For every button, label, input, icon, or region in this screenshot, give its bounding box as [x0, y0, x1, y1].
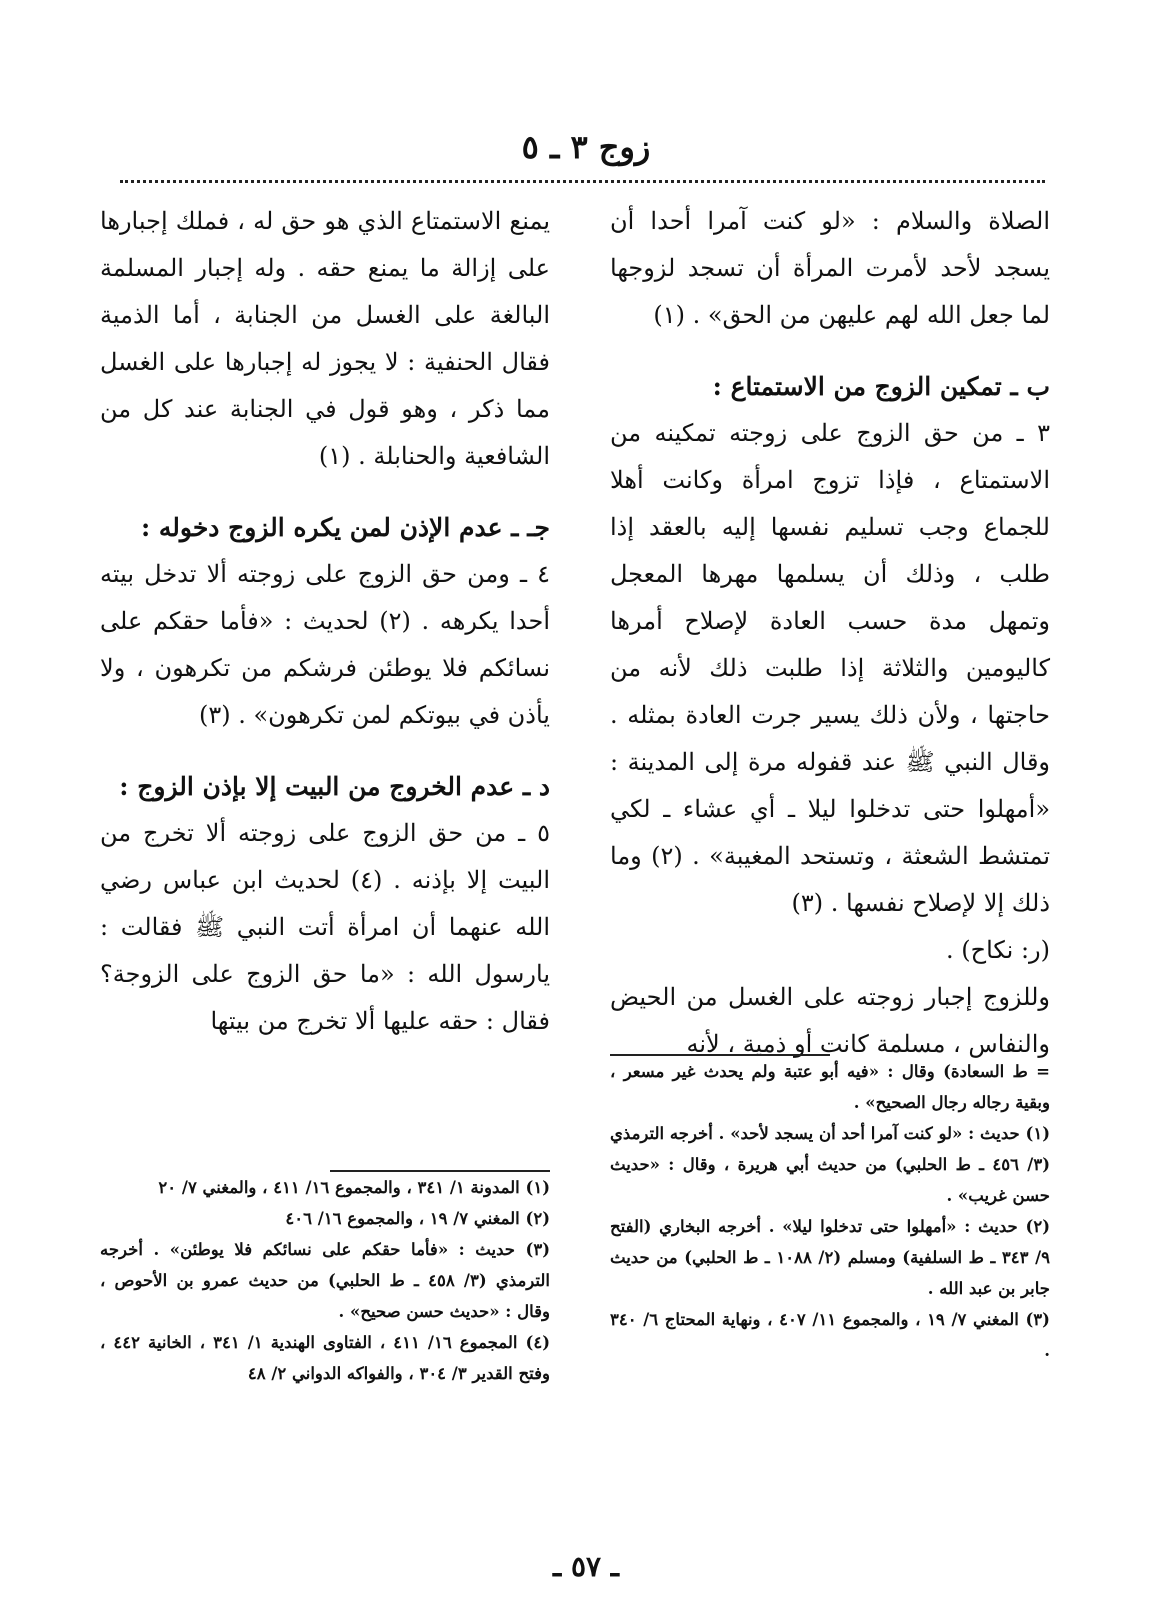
right-column	[610, 198, 1050, 1068]
left-column	[100, 198, 550, 1045]
paragraph-continued: يمنع الاستمتاع الذي هو حق له ، فملك إجبارها على إزالة ما يمنع حقه . وله إجبار المسلمة البالغة على الغسل من الجنابة ، أما الذمية فقال الحنفية : لا يجوز له إجبارها على الغسل مما ذكر ، وهو قول في الجنابة عند كل من الشافعية والحنابلة . (١)	[100, 207, 550, 470]
paragraph-5: ٥ ـ من حق الزوج على زوجته ألا تخرج من البيت إلا بإذنه . (٤) لحديث ابن عباس رضي الله عنهما أن امرأة أتت النبي ﷺ فقالت : يارسول الله : «ما حق الزوج على الزوجة؟ فقال : حقه عليها ألا تخرج من بيتها	[100, 819, 550, 1035]
paragraph-prophet-hadith: الصلاة والسلام : «لو كنت آمرا أحدا أن يسجد لأحد لأمرت المرأة أن تسجد لزوجها لما جعل الله لهم عليهن من الحق» . (١)	[610, 207, 1050, 329]
footnotes-left	[100, 1170, 550, 1389]
section-heading-d: د ـ عدم الخروج من البيت إلا بإذن الزوج :	[119, 772, 550, 801]
cross-reference: (ر: نكاح) .	[945, 936, 1050, 964]
footnote-2: (٢) حديث : «أمهلوا حتى تدخلوا ليلا» . أخرجه البخاري (الفتح ٩/ ٣٤٣ ـ ط السلفية) ومسلم (٢/ ١٠٨٨ ـ ط الحلبي) من حديث جابر بن عبد الله .	[610, 1217, 1050, 1298]
section-heading-j: جـ ـ عدم الإذن لمن يكره الزوج دخوله :	[140, 513, 550, 542]
paragraph-3: ٣ ـ من حق الزوج على زوجته تمكينه من الاستمتاع ، فإذا تزوج امرأة وكانت أهلا للجماع وجب تسليم نفسها إليه بالعقد إذا طلب ، وذلك أن يسلمها مهرها المعجل وتمهل مدة حسب العادة لإصلاح أمرها كاليومين والثلاثة إذا طلبت ذلك لأنه من حاجتها ، ولأن ذلك يسير جرت العادة بمثله . وقال النبي ﷺ عند قفوله مرة إلى المدينة : «أمهلوا حتى تدخلوا ليلا ـ أي عشاء ـ لكي تمتشط الشعثة ، وتستحد المغيبة» . (٢) وما ذلك إلا لإصلاح نفسها . (٣)	[610, 419, 1051, 917]
footnote-3: (٣) حديث : «فأما حقكم على نسائكم فلا يوطئن» . أخرجه الترمذي (٣/ ٤٥٨ ـ ط الحلبي) من حديث عمرو بن الأحوص ، وقال : «حديث حسن صحيح» .	[100, 1240, 550, 1321]
paragraph-4: ٤ ـ ومن حق الزوج على زوجته ألا تدخل بيته أحدا يكرهه . (٢) لحديث : «فأما حقكم على نسائكم فلا يوطئن فرشكم من تكرهون ، ولا يأذن في بيوتكم لمن تكرهون» . (٣)	[100, 560, 550, 729]
footnote-1: (١) حديث : «لو كنت آمرا أحد أن يسجد لأحد» . أخرجه الترمذي (٣/ ٤٥٦ ـ ط الحلبي) من حديث أبي هريرة ، وقال : «حديث حسن غريب» .	[610, 1124, 1050, 1205]
footnote-4: (٤) المجموع ١٦/ ٤١١ ، الفتاوى الهندية ١/ ٣٤١ ، الخانية ٤٤٢ ، وفتح القدير ٣/ ٣٠٤ ، والفواكه الدواني ٢/ ٤٨	[100, 1333, 550, 1383]
footnote-1: (١) المدونة ١/ ٣٤١ ، والمجموع ١٦/ ٤١١ ، والمغني ٧/ ٢٠	[158, 1178, 550, 1197]
footnote-3: (٣) المغني ٧/ ١٩ ، والمجموع ١١/ ٤٠٧ ، ونهاية المحتاج ٦/ ٣٤٠ .	[610, 1310, 1050, 1360]
section-heading-b: ب ـ تمكين الزوج من الاستمتاع :	[712, 372, 1050, 401]
page-number: ـ ٥٧ ـ	[553, 1550, 619, 1583]
header-dotted-rule	[120, 180, 1045, 183]
running-header: زوج ٣ ـ ٥	[521, 128, 651, 166]
footnotes-right	[610, 1054, 1050, 1366]
footnote-2: (٢) المغني ٧/ ١٩ ، والمجموع ١٦/ ٤٠٦	[285, 1209, 550, 1228]
footnote-continuation: = ط السعادة) وقال : «فيه أبو عتبة ولم يحدث غير مسعر ، وبقية رجاله رجال الصحيح» .	[610, 1062, 1050, 1112]
paragraph-ghusl: وللزوج إجبار زوجته على الغسل من الحيض والنفاس ، مسلمة كانت أو ذمية ، لأنه	[610, 983, 1050, 1058]
